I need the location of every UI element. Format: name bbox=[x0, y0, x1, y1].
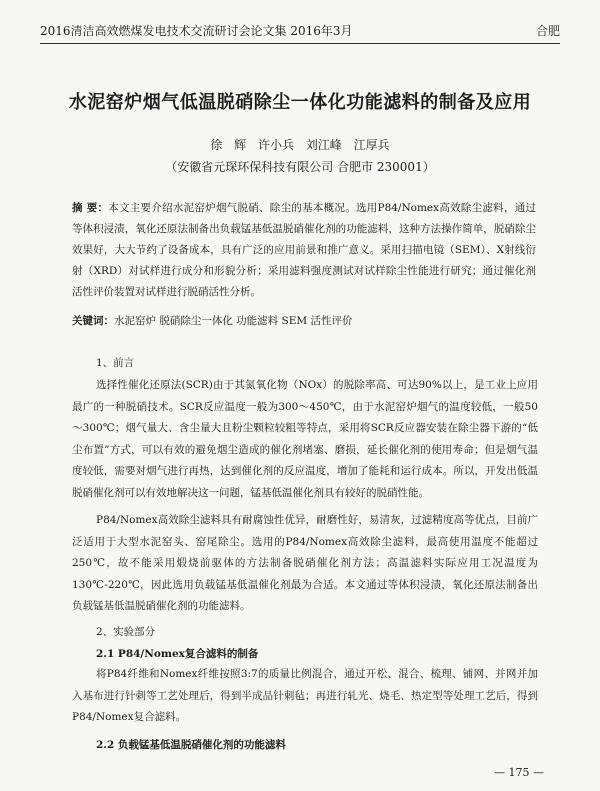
running-header bbox=[40, 22, 560, 44]
section-heading-intro: 1、前言 bbox=[96, 357, 135, 369]
intro-paragraph-2: P84/Nomex高效除尘滤料具有耐腐蚀性优异，耐磨性好，易清灰，过滤精度高等优点，目前广泛适用于大型水泥窑头、窑尾除尘。选用的P84/Nomex高效除尘滤料，最高使用温度不能超过250℃，故不能采用煅烧前驱体的方法制备脱硝催化剂方法；高温滤料实际应用工况温度为130℃-220℃，因此选用负载锰基低温催化剂最为合适。本文通过等体积浸渍，氧化还原法制备出负载锰基低温脱硝催化剂的功能滤料。 bbox=[72, 514, 538, 612]
author-list: 徐 辉 许小兵 刘江峰 江厚兵 bbox=[210, 138, 390, 152]
keywords-label: 关键词： bbox=[72, 315, 114, 327]
abstract-label: 摘 要： bbox=[72, 202, 109, 214]
subsection-heading-2-1: 2.1 P84/Nomex复合滤料的制备 bbox=[96, 648, 259, 660]
section-heading-experiment: 2、实验部分 bbox=[96, 626, 156, 638]
running-header-left: 2016清洁高效燃煤发电技术交流研讨会论文集 2016年3月 bbox=[40, 24, 353, 38]
experiment-paragraph-1: 将P84纤维和Nomex纤维按照3:7的质量比例混合，通过开松、混合、梳理、铺网、并网并加入基布进行针刺等工艺处理后，得到半成品针刺毡；再进行轧光、烧毛、热定型等处理工艺后，得到P84/Nomex复合滤料。 bbox=[72, 668, 538, 723]
intro-paragraph-1: 选择性催化还原法(SCR)由于其氮氧化物（NOx）的脱除率高、可达90%以上，是工业上应用最广的一种脱硝技术。SCR反应温度一般为300～450℃，由于水泥窑炉烟气的温度较低，一般50～300℃；烟气量大、含尘量大且粉尘颗粒较粗等特点，采用将SCR反应器安装在除尘器下游的“低尘布置”方式，可以有效的避免烟尘造成的催化剂堵塞、磨损，延长催化剂的使用寿命；但是烟气温度较低，需要对烟气进行再热，达到催化剂的反应温度，增加了能耗和运行成本。所以，开发出低温脱硝催化剂可以有效地解决这一问题，锰基低温催化剂具有较好的脱硝性能。 bbox=[72, 379, 538, 499]
running-header-right: 合肥 bbox=[535, 24, 560, 38]
paper-title: 水泥窑炉烟气低温脱硝除尘一体化功能滤料的制备及应用 bbox=[68, 92, 532, 113]
abstract bbox=[72, 198, 536, 303]
keywords-text: 水泥窑炉 脱硝除尘一体化 功能滤料 SEM 活性评价 bbox=[114, 315, 353, 327]
affiliation: （安徽省元琛环保科技有限公司 合肥市 230001） bbox=[165, 160, 435, 174]
page-number: — 175 — bbox=[494, 766, 544, 779]
keywords bbox=[72, 313, 536, 328]
abstract-text: 本文主要介绍水泥窑炉烟气脱硝、除尘的基本概况。选用P84/Nomex高效除尘滤料，通过等体积浸渍，氧化还原法制备出负载锰基低温脱硝催化剂的功能滤料，这种方法操作简单，脱硝除尘效果好，大大节约了设备成本，具有广泛的应用前景和推广意义。采用扫描电镜（SEM）、X射线衍射（XRD）对试样进行成分和形貌分析；采用滤料强度测试对试样除尘性能进行研究；通过催化剂活性评价装置对试样进行脱硝活性分析。 bbox=[72, 202, 536, 298]
subsection-heading-2-2: 2.2 负载锰基低温脱硝催化剂的功能滤料 bbox=[96, 739, 286, 751]
